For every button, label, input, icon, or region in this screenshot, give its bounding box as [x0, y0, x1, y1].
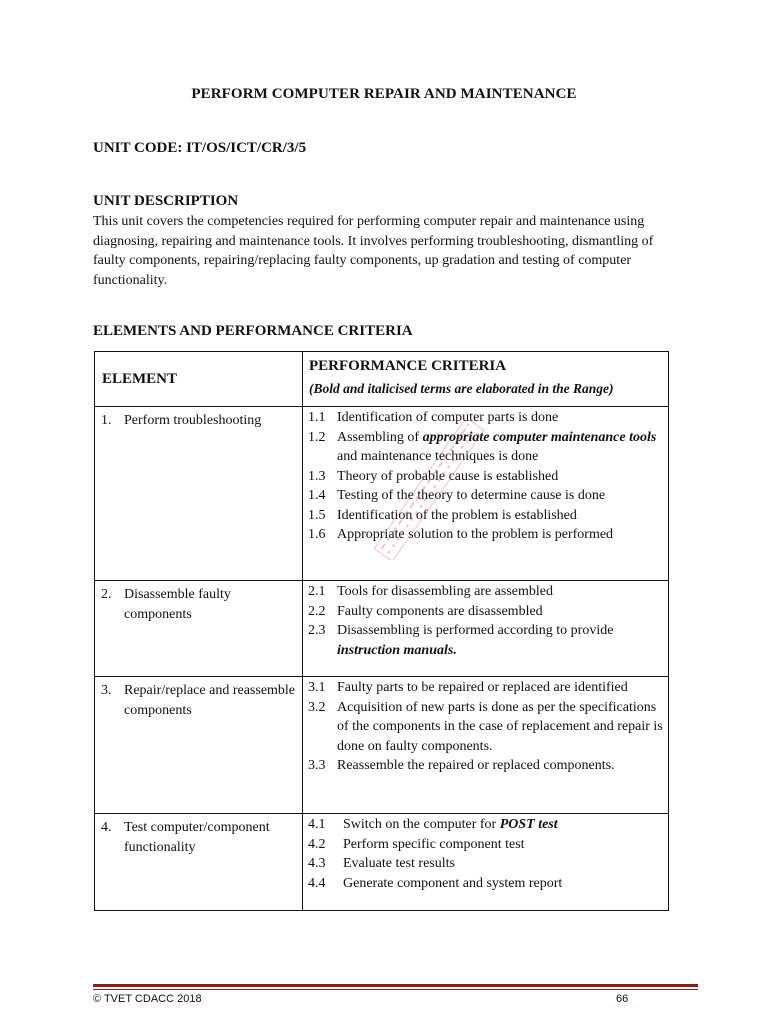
criterion-text: Generate component and system report	[343, 875, 563, 891]
element-cell	[95, 407, 303, 581]
criterion-text: Reassemble the repaired or replaced components.	[337, 758, 615, 773]
page-title: PERFORM COMPUTER REPAIR AND MAINTENANCE	[191, 86, 577, 102]
criterion-number: 2.1	[308, 584, 326, 599]
footer-copyright: © TVET CDACC 2018	[93, 993, 202, 1005]
header-element: ELEMENT	[95, 352, 303, 407]
criterion-number: 1.6	[308, 527, 326, 542]
unit-description-heading: UNIT DESCRIPTION	[93, 193, 239, 209]
criterion-text: Switch on the computer for POST test	[343, 817, 558, 832]
unit-code: UNIT CODE: IT/OS/ICT/CR/3/5	[93, 140, 307, 156]
element-number: 4.	[101, 820, 112, 835]
criterion	[308, 854, 664, 874]
criterion-text: Identification of the problem is established	[337, 507, 577, 523]
criterion	[308, 874, 664, 894]
criterion-number: 3.3	[308, 758, 326, 773]
criterion	[308, 582, 664, 602]
criterion	[308, 506, 664, 526]
criterion	[308, 408, 664, 428]
criterion	[308, 698, 664, 757]
criterion	[308, 525, 664, 545]
criteria-cell	[303, 677, 669, 814]
criterion-number: 1.5	[308, 507, 326, 523]
criterion-text: Appropriate solution to the problem is performed	[337, 527, 614, 542]
criterion-number: 2.2	[308, 603, 326, 619]
criterion-text: Assembling of appropriate computer maintenance tools and maintenance techniques is done	[337, 429, 657, 464]
criterion-number: 4.4	[308, 875, 326, 891]
element-cell	[95, 581, 303, 677]
element-number: 1.	[101, 413, 112, 428]
table-row	[95, 677, 669, 814]
element-name: Test computer/component functionality	[124, 820, 270, 855]
criterion-number: 1.3	[308, 468, 326, 484]
criterion-text: Faulty components are disassembled	[337, 603, 543, 619]
element-number: 2.	[101, 587, 112, 602]
criterion	[308, 467, 664, 487]
criterion-text: Faulty parts to be repaired or replaced are identified	[337, 680, 628, 695]
criterion-text: Perform specific component test	[343, 836, 525, 852]
range-term: appropriate computer maintenance tools	[422, 429, 657, 445]
criterion-text: Disassembling is performed according to provide instruction manuals.	[337, 623, 614, 658]
criterion-number: 2.3	[308, 623, 326, 638]
criterion-number: 4.1	[308, 817, 326, 832]
table-row	[95, 814, 669, 911]
criterion-number: 1.1	[308, 410, 326, 425]
criterion-text: Evaluate test results	[343, 856, 455, 871]
footer-rule-thin	[93, 989, 698, 990]
criterion-number: 1.2	[308, 429, 326, 445]
range-term: POST test	[499, 817, 558, 832]
element-name: Disassemble faulty components	[124, 587, 231, 622]
criterion-text: Identification of computer parts is done	[337, 410, 559, 425]
criterion	[308, 835, 664, 855]
criterion	[308, 428, 664, 467]
criterion	[308, 621, 664, 660]
table-row	[95, 407, 669, 581]
footer-rule	[93, 984, 698, 987]
criterion-number: 3.1	[308, 680, 326, 695]
criterion-text: Testing of the theory to determine cause is done	[337, 488, 606, 503]
criterion	[308, 602, 664, 622]
page-number: 66	[616, 993, 629, 1005]
criterion	[308, 678, 664, 698]
elements-criteria-table	[94, 351, 669, 911]
element-cell	[95, 814, 303, 911]
unit-description-body: This unit covers the competencies required for performing computer repair and maintenance using diagnosing, repairing and maintenance tools. It involves performing troubleshooting, dismantling of faulty components, repairing/replacing faulty components, up gradation and testing of computer functionality.	[93, 214, 654, 288]
criterion	[308, 815, 664, 835]
range-term: instruction manuals.	[337, 642, 457, 658]
criterion	[308, 486, 664, 506]
table-header-row	[95, 352, 669, 407]
criteria-cell	[303, 581, 669, 677]
table-row	[95, 581, 669, 677]
element-cell	[95, 677, 303, 814]
criterion	[308, 756, 664, 776]
header-criteria: PERFORMANCE CRITERIA	[309, 358, 507, 374]
criterion-text: Tools for disassembling are assembled	[337, 584, 553, 599]
element-number: 3.	[101, 683, 112, 698]
element-name: Perform troubleshooting	[124, 413, 262, 428]
criteria-cell	[303, 407, 669, 581]
criterion-number: 4.2	[308, 836, 326, 852]
criterion-number: 4.3	[308, 856, 326, 871]
criterion-text: Theory of probable cause is established	[337, 468, 559, 484]
criteria-cell	[303, 814, 669, 911]
element-name: Repair/replace and reassemble components	[124, 683, 296, 718]
criterion-text: Acquisition of new parts is done as per the specifications of the components in the case of replacement and repair is done on faulty components.	[337, 699, 663, 754]
header-criteria-cell	[303, 352, 669, 407]
header-note: (Bold and italicised terms are elaborated in the Range)	[309, 381, 614, 396]
criterion-number: 3.2	[308, 699, 326, 715]
criterion-number: 1.4	[308, 488, 326, 503]
elements-heading: ELEMENTS AND PERFORMANCE CRITERIA	[93, 323, 413, 339]
